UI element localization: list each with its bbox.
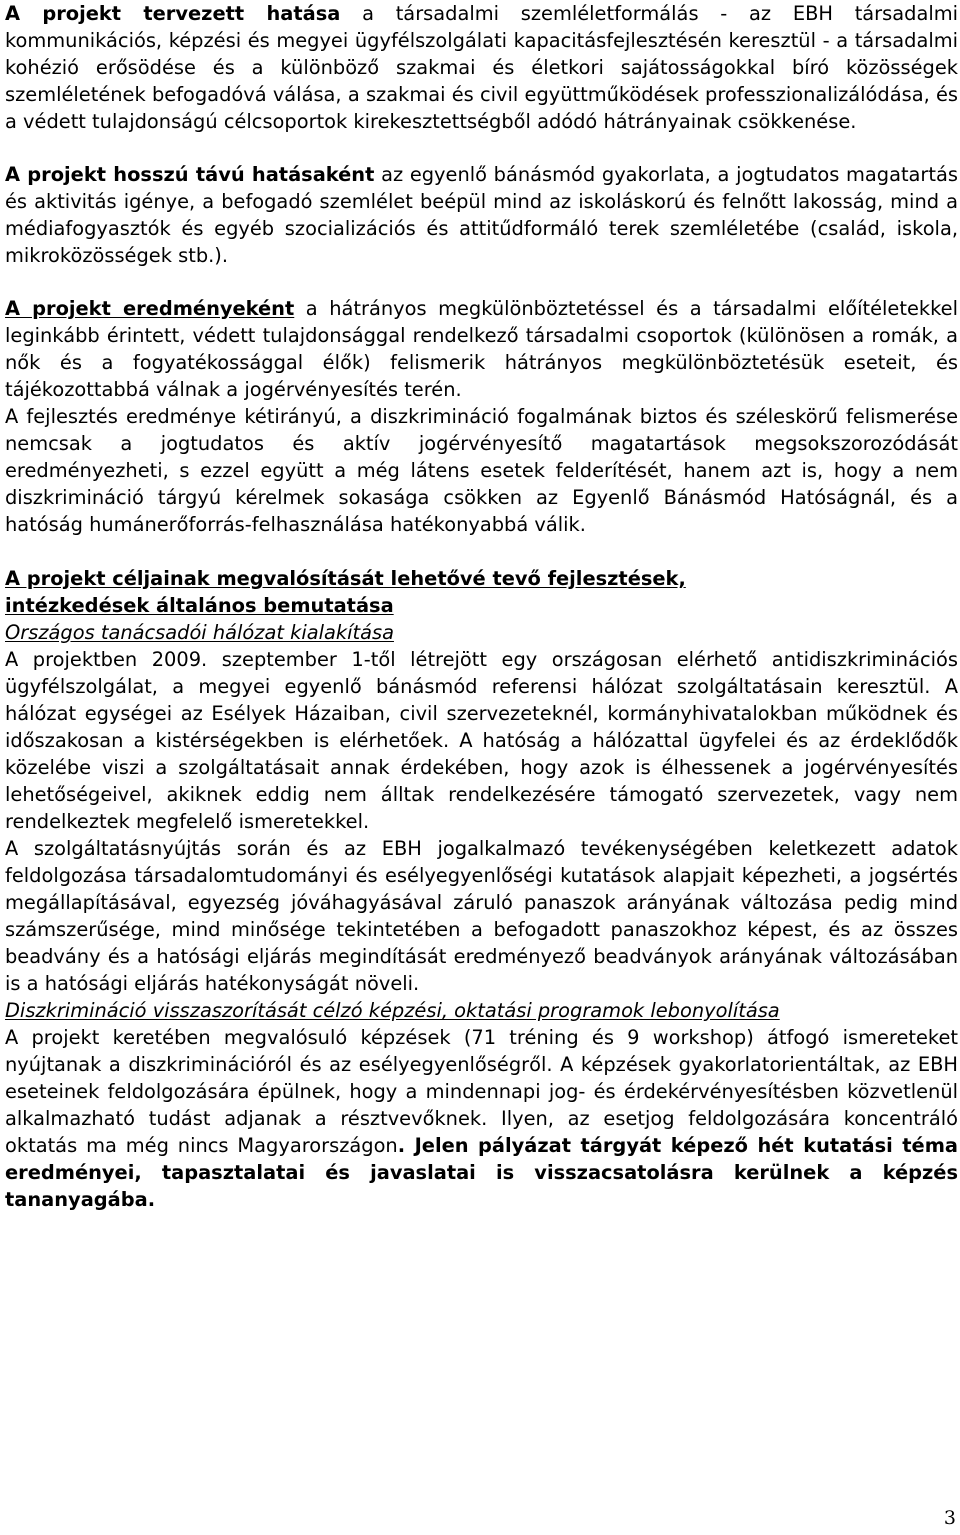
paragraph-result (5, 295, 958, 403)
paragraph-lead: A projekt tervezett hatása (5, 2, 341, 25)
paragraph-service-data: A szolgáltatásnyújtás során és az EBH jogalkalmazó tevékenységében keletkezett adatok feldolgozása társadalomtudományi és esélyegyenlőségi kutatások alapjait képezheti, a jogsértés megállapításával, egyezség jóváhagyásával záruló panaszok arányának változása pedig mind számszerűsége, mind minősége tekintetében a befogadott panaszokhoz képest, és az összes beadvány és a hatósági eljárás megindítását eredményező beadványok arányának változásában is a hatósági eljárás hatékonyságát növeli. (5, 837, 958, 995)
paragraph-lead: A projekt eredményeként (5, 297, 295, 320)
paragraph-network: A projektben 2009. szeptember 1-től létrejött egy országosan elérhető antidiszkriminációs ügyfélszolgálat, a megyei egyenlő bánásmód referensi hálózat szolgáltatásain keresztül. A hálózat egységei az Esélyek Házaiban, civil szervezeteknél, kormányhivatalokban működnek és időszakosan a kistérségekben is elérhetőek. A hatóság a hálózattal ügyfelei és az érdeklődők közelébe viszi a szolgáltatásait annak érdekében, hogy azok is élhessenek a jogérvényesítés lehetőségeivel, akiknek eddig nem álltak rendelkezésére támogató szervezetek, vagy nem rendelkeztek megfelelő ismeretekkel. (5, 648, 958, 833)
section-heading-line: intézkedések általános bemutatása (5, 594, 394, 617)
page-number: 3 (943, 1507, 956, 1529)
document-page (5, 0, 958, 1213)
paragraph-text: az egyenlő bánásmód gyakorlata, a jogtudatos magatartás és aktivitás igénye, a befogadó szemlélet beépül mind az iskoláskorú és felnőtt lakosság, mind a médiafogyasztók és egyéb szocializációs és attitűdformáló terek szemléletébe (család, iskola, mikroközösségek stb.). (5, 163, 958, 267)
subsection-title-network: Országos tanácsadói hálózat kialakítása (5, 621, 394, 644)
paragraph-training (5, 1024, 958, 1213)
paragraph-lead: A projekt hosszú távú hatásaként (5, 163, 375, 186)
section-heading-line: A projekt céljainak megvalósítását lehetővé tevő fejlesztések, (5, 567, 686, 590)
paragraph-bold-tail: . Jelen pályázat tárgyát képező hét kutatási téma eredményei, tapasztalatai és javaslatai is visszacsatolásra kerülnek a képzés tananyagába. (5, 1134, 958, 1211)
paragraph-long-term-impact (5, 161, 958, 269)
paragraph-text: a társadalmi szemléletformálás - az EBH társadalmi kommunikációs, képzési és megyei ügyfélszolgálati kapacitásfejlesztésén keresztül - a társadalmi kohézió erősödése és a különböző szakmai és életkori sajátosságokkal bíró közösségek szemléletének befogadóvá válása, a szakmai és civil együttműködések professzionalizálódása, és a védett tulajdonságú célcsoportok kirekesztettségből adódó hátrányainak csökkenése. (5, 2, 958, 133)
paragraph-text: a hátrányos megkülönböztetéssel és a társadalmi előítéletekkel leginkább érintett, védett tulajdonsággal rendelkező társadalmi csoportok (különösen a romák, a nők és a fogyatékossággal élők) felismerik hátrányos megkülönböztetésük eseteit, és tájékozottabbá válnak a jogérvényesítés terén. (5, 297, 958, 401)
paragraph-development-result: A fejlesztés eredménye kétirányú, a diszkrimináció fogalmának biztos és széleskörű felismerése nemcsak a jogtudatos és aktív jogérvényesítő magatartások megsokszorozódását eredményezheti, s ezzel együtt a még látens esetek felderítését, hanem azt is, hogy a nem diszkrimináció tárgyú kérelmek sokasága csökken az Egyenlő Bánásmód Hatóságnál, és a hatóság humánerőforrás-felhasználása hatékonyabbá válik. (5, 405, 958, 536)
paragraph-text: A projekt keretében megvalósuló képzések (71 tréning és 9 workshop) átfogó ismereteket nyújtanak a diszkriminációról és az esélyegyenlőségről. A képzések gyakorlatorientáltak, az EBH eseteinek feldolgozására épülnek, hogy a mindennapi jog- és érdekérvényesítésben közvetlenül alkalmazható tudást adjanak a résztvevőknek. Ilyen, az esetjog feldolgozására koncentráló oktatás ma még nincs Magyarországon (5, 1026, 958, 1157)
paragraph-planned-impact (5, 0, 958, 135)
section-heading (5, 565, 958, 619)
subsection-title-training: Diszkrimináció visszaszorítását célzó képzési, oktatási programok lebonyolítása (5, 999, 780, 1022)
